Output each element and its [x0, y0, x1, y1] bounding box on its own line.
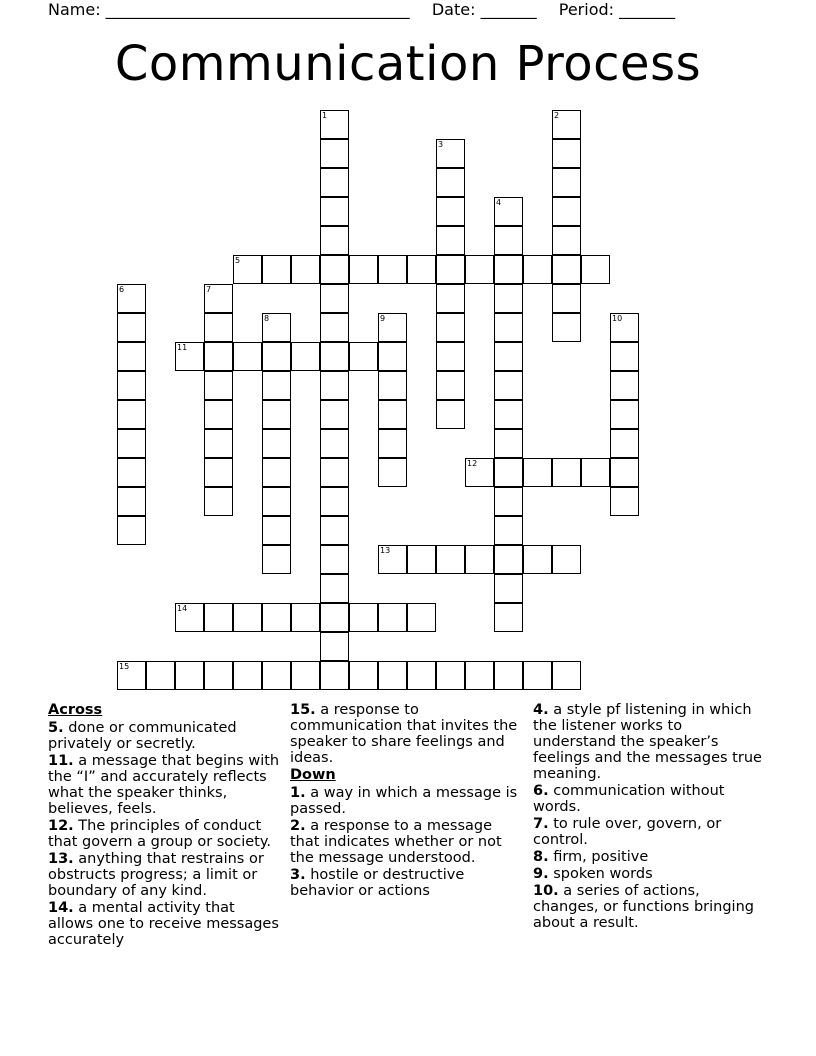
clue-down-8: 8. firm, positive: [533, 849, 649, 865]
clue-number: 10: [612, 314, 623, 323]
crossword-cell[interactable]: [494, 516, 523, 545]
clue-number: 3: [438, 140, 444, 149]
crossword-cell[interactable]: [523, 255, 552, 284]
crossword-cell[interactable]: [494, 255, 523, 284]
crossword-cell[interactable]: [465, 255, 494, 284]
crossword-cell[interactable]: [204, 313, 233, 342]
crossword-cell[interactable]: [610, 458, 639, 487]
crossword-cell[interactable]: [378, 429, 407, 458]
crossword-cell[interactable]: [465, 661, 494, 690]
crossword-cell[interactable]: [552, 226, 581, 255]
crossword-cell[interactable]: [117, 400, 146, 429]
crossword-cell[interactable]: [320, 313, 349, 342]
crossword-cell[interactable]: [320, 400, 349, 429]
crossword-cell[interactable]: [349, 603, 378, 632]
crossword-cell[interactable]: [436, 342, 465, 371]
crossword-cell[interactable]: [552, 168, 581, 197]
crossword-cell[interactable]: [349, 255, 378, 284]
crossword-cell[interactable]: [523, 661, 552, 690]
crossword-cell[interactable]: [378, 545, 407, 574]
crossword-cell[interactable]: [552, 197, 581, 226]
clues-column-3: [533, 702, 768, 932]
crossword-cell[interactable]: [204, 429, 233, 458]
clue-number: 12: [467, 459, 478, 468]
crossword-cell[interactable]: [581, 458, 610, 487]
crossword-cell[interactable]: [233, 342, 262, 371]
crossword-cell[interactable]: [320, 661, 349, 690]
crossword-cell[interactable]: [320, 516, 349, 545]
clue-number: 15: [119, 662, 130, 671]
crossword-cell[interactable]: [117, 371, 146, 400]
crossword-cell[interactable]: [320, 487, 349, 516]
crossword-cell[interactable]: [262, 429, 291, 458]
clue-across-14: 14. a mental activity that allows one to receive messages accurately: [48, 900, 279, 948]
crossword-cell[interactable]: [436, 226, 465, 255]
crossword-cell[interactable]: [436, 400, 465, 429]
crossword-cell[interactable]: [291, 255, 320, 284]
crossword-cell[interactable]: [262, 458, 291, 487]
crossword-cell[interactable]: [494, 313, 523, 342]
crossword-cell[interactable]: [494, 661, 523, 690]
crossword-cell[interactable]: [610, 400, 639, 429]
crossword-cell[interactable]: [378, 342, 407, 371]
crossword-cell[interactable]: [436, 545, 465, 574]
crossword-cell[interactable]: [204, 400, 233, 429]
crossword-cell[interactable]: [407, 545, 436, 574]
crossword-cell[interactable]: [436, 197, 465, 226]
clues-column-2: [290, 702, 526, 900]
crossword-cell[interactable]: [407, 603, 436, 632]
crossword-cell[interactable]: [262, 255, 291, 284]
crossword-cell[interactable]: [552, 458, 581, 487]
crossword-cell[interactable]: [175, 603, 204, 632]
period-field-label: Period: _______: [558, 0, 676, 19]
crossword-cell[interactable]: [291, 342, 320, 371]
crossword-cell[interactable]: [465, 458, 494, 487]
crossword-cell[interactable]: [494, 487, 523, 516]
crossword-cell[interactable]: [610, 371, 639, 400]
crossword-cell[interactable]: [204, 603, 233, 632]
crossword-cell[interactable]: [436, 139, 465, 168]
clue-down-2: 2. a response to a message that indicates whether or not the message understood.: [290, 818, 502, 866]
crossword-cell[interactable]: [175, 661, 204, 690]
crossword-cell[interactable]: [233, 603, 262, 632]
crossword-cell[interactable]: [610, 487, 639, 516]
crossword-cell[interactable]: [610, 429, 639, 458]
crossword-cell[interactable]: [262, 516, 291, 545]
clue-down-7: 7. to rule over, govern, or control.: [533, 816, 722, 848]
crossword-cell[interactable]: [494, 197, 523, 226]
crossword-cell[interactable]: [494, 603, 523, 632]
clue-down-1: 1. a way in which a message is passed.: [290, 785, 518, 817]
crossword-cell[interactable]: [407, 661, 436, 690]
clue-down-6: 6. communication without words.: [533, 783, 725, 815]
crossword-cell[interactable]: [378, 313, 407, 342]
clue-down-3: 3. hostile or destructive behavior or actions: [290, 867, 465, 899]
clue-number: 2: [554, 111, 560, 120]
clue-number: 8: [264, 314, 270, 323]
across-heading: Across: [48, 702, 103, 718]
crossword-cell[interactable]: [494, 429, 523, 458]
crossword-cell[interactable]: [552, 255, 581, 284]
crossword-cell[interactable]: [204, 284, 233, 313]
clue-number: 5: [235, 256, 241, 265]
crossword-cell[interactable]: [291, 661, 320, 690]
date-field-label: Date: _______: [431, 0, 537, 19]
crossword-cell[interactable]: [465, 545, 494, 574]
crossword-cell[interactable]: [610, 342, 639, 371]
crossword-cell[interactable]: [349, 661, 378, 690]
crossword-cell[interactable]: [494, 371, 523, 400]
crossword-cell[interactable]: [552, 313, 581, 342]
crossword-cell[interactable]: [204, 371, 233, 400]
crossword-cell[interactable]: [494, 226, 523, 255]
clue-across-15: 15. a response to communication that invites the speaker to share feelings and ideas.: [290, 702, 518, 766]
crossword-cell[interactable]: [552, 661, 581, 690]
crossword-cell[interactable]: [320, 197, 349, 226]
crossword-cell[interactable]: [320, 342, 349, 371]
crossword-cell[interactable]: [262, 313, 291, 342]
crossword-cell[interactable]: [320, 139, 349, 168]
crossword-cell[interactable]: [494, 284, 523, 313]
down-heading: Down: [290, 767, 336, 783]
crossword-cell[interactable]: [494, 400, 523, 429]
clue-across-13: 13. anything that restrains or obstructs progress; a limit or boundary of any kind.: [48, 851, 264, 899]
crossword-cell[interactable]: [262, 661, 291, 690]
crossword-cell[interactable]: [233, 255, 262, 284]
crossword-cell[interactable]: [320, 255, 349, 284]
crossword-cell[interactable]: [320, 110, 349, 139]
crossword-cell[interactable]: [262, 371, 291, 400]
clue-down-9: 9. spoken words: [533, 866, 653, 882]
crossword-cell[interactable]: [204, 661, 233, 690]
clue-across-12: 12. The principles of conduct that govern a group or society.: [48, 818, 271, 850]
crossword-cell[interactable]: [552, 284, 581, 313]
crossword-cell[interactable]: [320, 168, 349, 197]
crossword-cell[interactable]: [146, 661, 175, 690]
crossword-cell[interactable]: [552, 139, 581, 168]
crossword-cell[interactable]: [494, 545, 523, 574]
crossword-cell[interactable]: [494, 574, 523, 603]
clues-column-1: [48, 702, 280, 949]
page-title: Communication Process: [114, 36, 702, 92]
crossword-cell[interactable]: [320, 226, 349, 255]
crossword-cell[interactable]: [117, 313, 146, 342]
crossword-cell[interactable]: [117, 487, 146, 516]
crossword-cell[interactable]: [117, 429, 146, 458]
crossword-cell[interactable]: [378, 603, 407, 632]
crossword-cell[interactable]: [552, 110, 581, 139]
crossword-cell[interactable]: [204, 342, 233, 371]
crossword-cell[interactable]: [378, 371, 407, 400]
clue-down-4: 4. a style pf listening in which the listener works to understand the speaker’s feelings and the messages true meaning.: [533, 702, 762, 782]
crossword-cell[interactable]: [117, 458, 146, 487]
name-field-label: Name: ______________________________________: [48, 0, 410, 19]
crossword-cell[interactable]: [320, 632, 349, 661]
crossword-cell[interactable]: [378, 458, 407, 487]
crossword-cell[interactable]: [262, 545, 291, 574]
crossword-cell[interactable]: [204, 458, 233, 487]
crossword-cell[interactable]: [523, 545, 552, 574]
clue-number: 14: [177, 604, 188, 613]
clue-number: 4: [496, 198, 502, 207]
crossword-cell[interactable]: [378, 661, 407, 690]
crossword-cell[interactable]: [436, 255, 465, 284]
crossword-cell[interactable]: [523, 458, 552, 487]
crossword-cell[interactable]: [378, 255, 407, 284]
crossword-cell[interactable]: [436, 313, 465, 342]
crossword-cell[interactable]: [262, 603, 291, 632]
crossword-cell[interactable]: [436, 371, 465, 400]
crossword-cell[interactable]: [175, 342, 204, 371]
crossword-cell[interactable]: [291, 603, 320, 632]
crossword-cell[interactable]: [262, 342, 291, 371]
crossword-cell[interactable]: [581, 255, 610, 284]
crossword-cell[interactable]: [436, 168, 465, 197]
crossword-cell[interactable]: [494, 458, 523, 487]
crossword-cell[interactable]: [320, 458, 349, 487]
crossword-cell[interactable]: [117, 516, 146, 545]
crossword-cell[interactable]: [494, 342, 523, 371]
crossword-cell[interactable]: [320, 429, 349, 458]
crossword-cell[interactable]: [349, 342, 378, 371]
crossword-cell[interactable]: [320, 371, 349, 400]
crossword-cell[interactable]: [204, 487, 233, 516]
crossword-cell[interactable]: [610, 313, 639, 342]
crossword-cell[interactable]: [320, 603, 349, 632]
crossword-cell[interactable]: [436, 661, 465, 690]
crossword-cell[interactable]: [117, 342, 146, 371]
crossword-cell[interactable]: [378, 400, 407, 429]
clue-across-5: 5. done or communicated privately or secretly.: [48, 720, 237, 752]
crossword-cell[interactable]: [117, 661, 146, 690]
crossword-cell[interactable]: [320, 545, 349, 574]
crossword-cell[interactable]: [233, 661, 262, 690]
clue-across-11: 11. a message that begins with the “I” and accurately reflects what the speaker thinks, believes, feels.: [48, 753, 280, 817]
crossword-cell[interactable]: [117, 284, 146, 313]
crossword-cell[interactable]: [407, 255, 436, 284]
crossword-cell[interactable]: [436, 284, 465, 313]
crossword-cell[interactable]: [262, 400, 291, 429]
crossword-cell[interactable]: [320, 574, 349, 603]
crossword-cell[interactable]: [320, 284, 349, 313]
clue-number: 6: [119, 285, 125, 294]
clue-number: 13: [380, 546, 391, 555]
crossword-cell[interactable]: [262, 487, 291, 516]
clue-number: 11: [177, 343, 188, 352]
clue-down-10: 10. a series of actions, changes, or functions bringing about a result.: [533, 883, 754, 931]
clue-number: 7: [206, 285, 212, 294]
clue-number: 9: [380, 314, 386, 323]
clue-number: 1: [322, 111, 328, 120]
crossword-cell[interactable]: [552, 545, 581, 574]
